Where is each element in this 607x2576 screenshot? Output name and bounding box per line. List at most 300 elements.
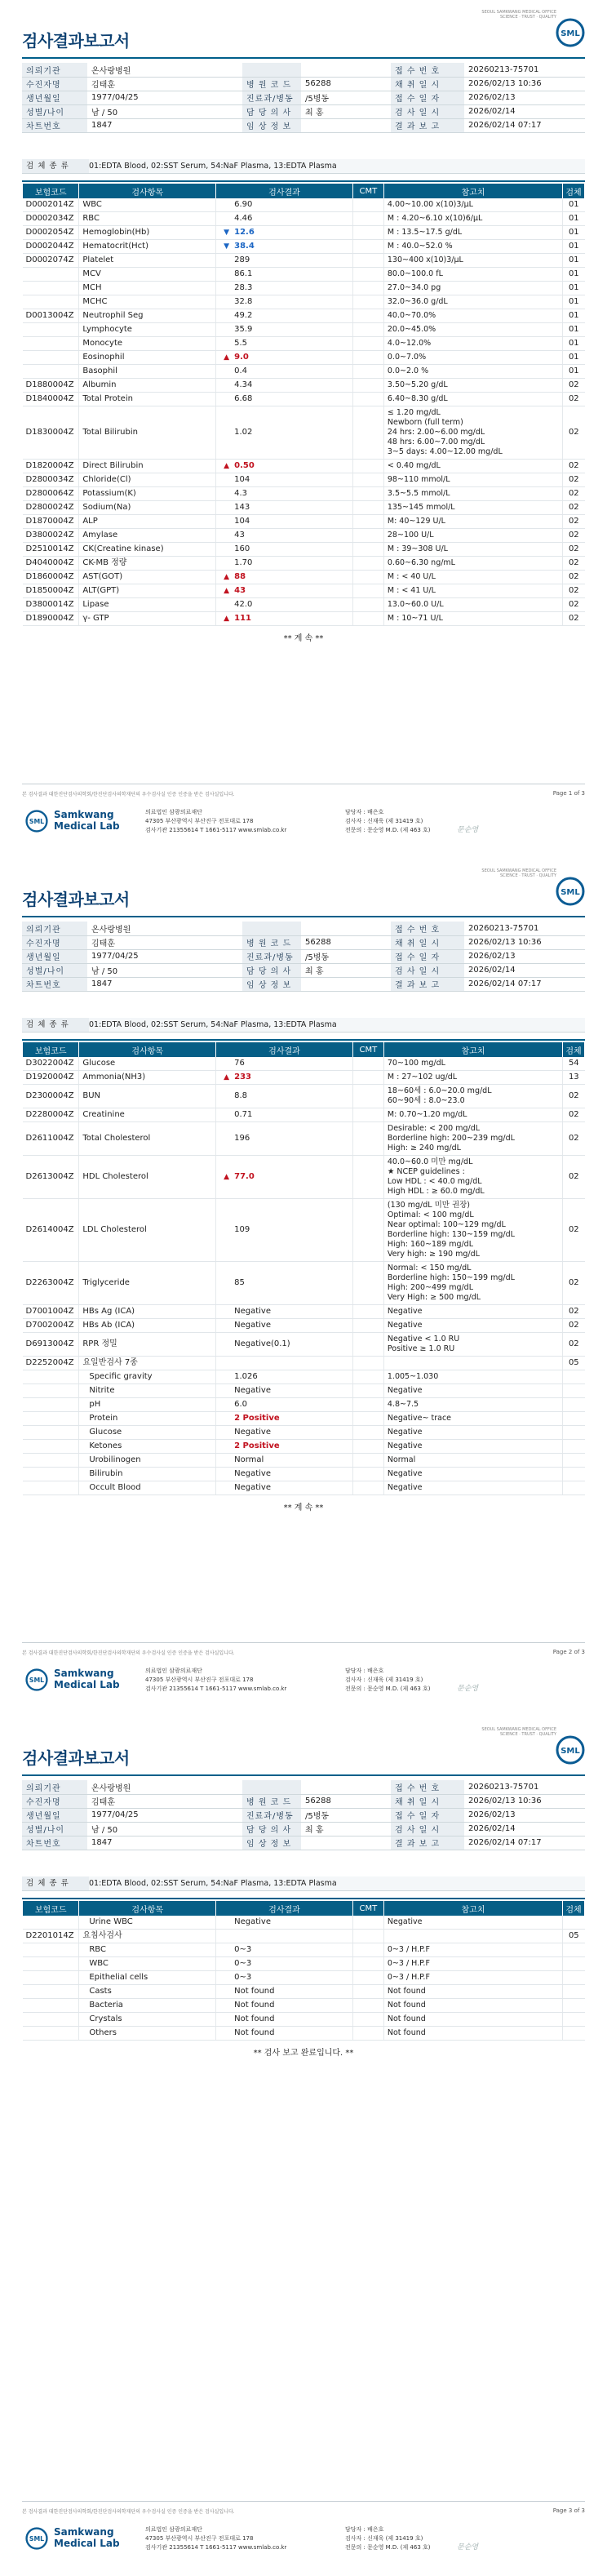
staff-line: 검사자 : 신재욱 (제 31419 호) [345,2535,423,2542]
result-row[interactable] [23,1262,585,1305]
result-row[interactable] [23,351,585,365]
insurance-code [23,1454,79,1468]
result-row[interactable] [23,1943,585,1957]
insurance-code [23,2027,79,2041]
test-result [216,1319,353,1333]
test-result [216,1262,353,1305]
info-label: 결 과 보 고 [391,977,464,991]
cmt [352,1384,383,1398]
result-value: 0.50 [234,461,255,470]
result-value: 196 [234,1134,250,1143]
info-row [22,1794,585,1808]
reference-range: 27.0~34.0 pg [383,282,562,295]
high-flag-icon: ▲ [224,587,230,595]
info-value: 20260213-75701 [464,1780,585,1794]
footer-note: 본 검사결과 대한진단검사의학회/한진단검사의학재단의 우수검사실 인증 인증을 받은 검사실입니다. [22,1650,235,1656]
result-row[interactable] [23,473,585,487]
test-result [216,487,353,501]
test-name: HBs Ab (ICA) [79,1319,216,1333]
result-row[interactable] [23,543,585,557]
reference-range: ≤ 1.20 mg/dL Newborn (full term) 24 hrs: 2.00~6.00 mg/dL 48 hrs: 6.00~7.00 mg/dL 3~5 days: 4.00~12.00 mg/dL [383,406,562,460]
test-result [216,1333,353,1357]
info-label: 담 당 의 사 [242,104,301,118]
specimen-code [563,1999,585,2013]
result-row[interactable] [23,584,585,598]
result-row[interactable] [23,1957,585,1971]
result-value: 43 [234,531,245,540]
cmt [352,1426,383,1440]
reference-range: 32.0~36.0 g/dL [383,295,562,309]
test-result [216,240,353,254]
test-name: Specific gravity [79,1370,216,1384]
section-rule [22,1898,585,1899]
specimen-code: 02 [563,1122,585,1156]
footer-brand [54,1668,120,1690]
cmt [352,240,383,254]
info-value [301,1836,391,1850]
test-name: 요일반검사 7종 [79,1357,216,1370]
result-row[interactable] [23,598,585,612]
test-name: Bilirubin [79,1468,216,1481]
result-row[interactable] [23,1412,585,1426]
info-value: 최 홍 [301,1822,391,1836]
reference-range: M : 39~308 U/L [383,543,562,557]
specimen-code: 01 [563,282,585,295]
reference-range: Negative [383,1384,562,1398]
result-row[interactable] [23,1305,585,1319]
test-result [216,1370,353,1384]
specimen-code: 01 [563,309,585,323]
test-result [216,473,353,487]
specimen-code: 02 [563,598,585,612]
specimen-code: 02 [563,379,585,393]
insurance-code: D2800024Z [23,501,79,515]
info-label: 담 당 의 사 [242,963,301,977]
info-row [22,1836,585,1850]
address-line: 47305 부산광역시 부산진구 전포대로 178 [145,1677,254,1683]
column-header: 참고치 [383,184,562,198]
result-value: 1.026 [234,1372,258,1381]
result-value: 86.1 [234,269,253,278]
result-row[interactable] [23,571,585,584]
result-value: 8.8 [234,1091,248,1100]
test-name: Ammonia(NH3) [79,1071,216,1085]
insurance-code: D1920004Z [23,1071,79,1085]
info-value: 온사랑병원 [87,63,242,77]
result-row[interactable] [23,1319,585,1333]
reference-range: M: 40~129 U/L [383,515,562,529]
result-row[interactable] [23,1971,585,1985]
test-name: Amylase [79,529,216,543]
test-name: BUN [79,1085,216,1108]
info-label: 검 사 일 시 [391,963,464,977]
header-tagline: SEOUL SAMKWANG MEDICAL OFFICE SCIENCE · TRUST · QUALITY [481,10,556,20]
result-row[interactable] [23,268,585,282]
test-result [216,254,353,268]
test-name: Total Bilirubin [79,406,216,460]
footer-note: 본 검사결과 대한진단검사의학회/한진단검사의학재단의 우수검사실 인증 인증을 받은 검사실입니다. [22,2509,235,2515]
insurance-code [23,1943,79,1957]
result-row[interactable] [23,393,585,406]
info-value: 2026/02/13 [464,1808,585,1822]
result-value: 4.3 [234,489,248,498]
cmt [352,1122,383,1156]
brand-name: Samkwang [54,1668,114,1679]
specimen-code [563,1398,585,1412]
result-value: 0.71 [234,1110,253,1119]
specimen-code [563,1985,585,1999]
result-row[interactable] [23,1384,585,1398]
column-header: 검체 [563,1042,585,1057]
info-label: 병 원 코 드 [242,935,301,949]
column-header: CMT [352,184,383,198]
specimen-code: 02 [563,473,585,487]
result-row[interactable] [23,1985,585,1999]
info-value: 2026/02/14 [464,104,585,118]
reference-range: 28~100 U/L [383,529,562,543]
test-result [216,379,353,393]
cmt [352,1916,383,1930]
info-label [242,63,301,77]
result-row[interactable] [23,212,585,226]
reference-range: 0~3 / H.P.F [383,1971,562,1985]
insurance-code: D1830004Z [23,406,79,460]
info-label: 진료과/병동 [242,91,301,104]
column-header: 보험코드 [23,184,79,198]
result-row[interactable] [23,501,585,515]
specimen-code: 02 [563,1108,585,1122]
result-row[interactable] [23,240,585,254]
test-result [216,543,353,557]
insurance-code: D7002004Z [23,1319,79,1333]
test-name: CK(Creatine kinase) [79,543,216,557]
test-result [216,2013,353,2027]
report-end-note: ** 계 속 ** [283,634,324,643]
info-label: 차트번호 [22,977,87,991]
specimen-code [563,1957,585,1971]
result-value: 6.68 [234,394,253,403]
reference-range: M : < 41 U/L [383,584,562,598]
reference-range: 4.8~7.5 [383,1398,562,1412]
info-value: 최 홍 [301,963,391,977]
reference-range: 3.5~5.5 mmol/L [383,487,562,501]
result-value: Negative [234,1917,271,1926]
test-name: CK-MB 정량 [79,557,216,571]
specimen-kind-value: 01:EDTA Blood, 02:SST Serum, 54:NaF Plasma, 13:EDTA Plasma [89,162,337,171]
reference-range: Negative~ trace [383,1412,562,1426]
specimen-kind-value: 01:EDTA Blood, 02:SST Serum, 54:NaF Plasma, 13:EDTA Plasma [89,1020,337,1029]
test-result [216,460,353,473]
footer-rule [22,1642,585,1643]
result-row[interactable] [23,1071,585,1085]
insurance-code: D2800034Z [23,473,79,487]
result-row[interactable] [23,1440,585,1454]
result-value: 143 [234,503,250,512]
test-result [216,309,353,323]
result-value: 9.0 [234,353,249,362]
specimen-code [563,1370,585,1384]
brand-subname: Medical Lab [54,2538,120,2549]
result-value: Negative [234,1428,271,1437]
info-label: 채 취 일 시 [391,1794,464,1808]
result-value: Negative(0.1) [234,1339,290,1348]
insurance-code: D1880004Z [23,379,79,393]
result-value: 4.34 [234,380,253,389]
test-name: ALP [79,515,216,529]
result-row[interactable] [23,612,585,626]
test-name: Eosinophil [79,351,216,365]
test-result [216,1916,353,1930]
info-value: 1977/04/25 [87,949,242,963]
info-label: 임 상 정 보 [242,1836,301,1850]
high-flag-icon: ▲ [224,615,230,623]
result-value: 6.90 [234,200,253,209]
result-value: 2 Positive [234,1441,280,1450]
reference-range [383,1357,562,1370]
result-value: 38.4 [234,242,255,251]
cmt [352,584,383,598]
info-label: 진료과/병동 [242,1808,301,1822]
high-flag-icon: ▲ [224,1073,230,1081]
result-value: 233 [234,1073,251,1081]
result-row[interactable] [23,515,585,529]
test-result [216,612,353,626]
result-row[interactable] [23,379,585,393]
result-row[interactable] [23,309,585,323]
result-row[interactable] [23,2027,585,2041]
specimen-code: 01 [563,226,585,240]
info-row [22,1808,585,1822]
result-row[interactable] [23,1199,585,1262]
info-label: 성별/나이 [22,963,87,977]
staff-line: 전문의 : 문순영 M.D. (제 463 호) [345,827,431,833]
insurance-code: D2300004Z [23,1085,79,1108]
specimen-code: 02 [563,1319,585,1333]
info-label: 접 수 번 호 [391,63,464,77]
info-row [22,977,585,991]
reference-range: M: 0.70~1.20 mg/dL [383,1108,562,1122]
reference-range: 0~3 / H.P.F [383,1943,562,1957]
result-row[interactable] [23,1057,585,1071]
cmt [352,1971,383,1985]
specimen-code: 02 [563,1199,585,1262]
result-row[interactable] [23,282,585,295]
test-name: Protein [79,1412,216,1426]
result-row[interactable] [23,254,585,268]
signature: 문순영 [457,1685,479,1693]
result-value: 76 [234,1059,245,1068]
info-value: /5병동 [301,949,391,963]
result-row[interactable] [23,1426,585,1440]
test-result [216,295,353,309]
address-line: 47305 부산광역시 부산진구 전포대로 178 [145,2535,254,2542]
test-name: HBs Ag (ICA) [79,1305,216,1319]
test-name: Sodium(Na) [79,501,216,515]
info-label: 병 원 코 드 [242,1794,301,1808]
result-row[interactable] [23,226,585,240]
result-row[interactable] [23,1333,585,1357]
cmt [352,1943,383,1957]
test-result [216,1108,353,1122]
section-rule [22,1039,585,1041]
reference-range: 6.40~8.30 g/dL [383,393,562,406]
insurance-code [23,1971,79,1985]
info-value: 2026/02/13 10:36 [464,77,585,91]
insurance-code: D1870004Z [23,515,79,529]
test-name: Direct Bilirubin [79,460,216,473]
cmt [352,337,383,351]
result-value: 85 [234,1278,245,1287]
reference-range: Negative < 1.0 RU Positive ≥ 1.0 RU [383,1333,562,1357]
result-row[interactable] [23,1370,585,1384]
result-row[interactable] [23,295,585,309]
brand-name: Samkwang [54,2526,114,2538]
column-header: 검사결과 [216,184,353,198]
insurance-code: D0013004Z [23,309,79,323]
reference-range: M : 10~71 U/L [383,612,562,626]
cmt [352,1108,383,1122]
result-row[interactable] [23,1916,585,1930]
reference-range: Normal [383,1454,562,1468]
result-row[interactable] [23,1085,585,1108]
test-result [216,406,353,460]
result-row[interactable] [23,1481,585,1495]
result-row[interactable] [23,406,585,460]
result-value: Normal [234,1455,264,1464]
test-name: Total Protein [79,393,216,406]
result-row[interactable] [23,1357,585,1370]
result-row[interactable] [23,529,585,543]
report-end-note: ** 검사 보고 완료입니다. ** [253,2049,354,2058]
info-label: 의뢰기관 [22,922,87,935]
insurance-code: D3022004Z [23,1057,79,1071]
specimen-code: 02 [563,557,585,571]
result-row[interactable] [23,1398,585,1412]
result-row[interactable] [23,1122,585,1156]
info-label: 진료과/병동 [242,949,301,963]
result-value: 289 [234,255,250,264]
cmt [352,2027,383,2041]
test-result [216,584,353,598]
insurance-code [23,1985,79,1999]
address-line: 47305 부산광역시 부산진구 전포대로 178 [145,818,254,824]
specimen-kind-label: 검 체 종 류 [22,1018,89,1033]
specimen-code: 02 [563,1262,585,1305]
result-row[interactable] [23,487,585,501]
test-name: Lymphocyte [79,323,216,337]
info-label: 의뢰기관 [22,1780,87,1794]
info-value: 56288 [301,1794,391,1808]
test-name: Platelet [79,254,216,268]
footer-logo [25,1668,48,1691]
reference-range: Negative [383,1481,562,1495]
insurance-code [23,1398,79,1412]
specimen-code: 01 [563,323,585,337]
insurance-code: D2800064Z [23,487,79,501]
cmt [352,351,383,365]
reference-range: Not found [383,2027,562,2041]
cmt [352,487,383,501]
info-row [22,1780,585,1794]
signature: 문순영 [457,826,479,834]
footer-staff [345,808,431,835]
test-result [216,1122,353,1156]
footer-staff [345,2525,431,2552]
test-name: Casts [79,1985,216,1999]
info-label: 담 당 의 사 [242,1822,301,1836]
result-row[interactable] [23,1930,585,1943]
result-row[interactable] [23,365,585,379]
test-name: ALT(GPT) [79,584,216,598]
insurance-code: D3800024Z [23,529,79,543]
brand-subname: Medical Lab [54,820,120,832]
result-row[interactable] [23,1454,585,1468]
result-row[interactable] [23,323,585,337]
info-row [22,963,585,977]
result-value: 6.0 [234,1400,248,1409]
cmt [352,1057,383,1071]
results-header-row [23,184,585,198]
insurance-code: D2614004Z [23,1199,79,1262]
column-header: 검사항목 [79,184,216,198]
result-row[interactable] [23,1156,585,1199]
footer-staff [345,1667,431,1694]
result-row[interactable] [23,337,585,351]
report-page [0,0,607,859]
result-row[interactable] [23,2013,585,2027]
report-end-note: ** 계 속 ** [283,1503,324,1512]
test-name: Hematocrit(Hct) [79,240,216,254]
reference-range: 0.60~6.30 ng/mL [383,557,562,571]
staff-line: 검사자 : 신재욱 (제 31419 호) [345,818,423,824]
result-row[interactable] [23,1999,585,2013]
insurance-code [23,282,79,295]
result-row[interactable] [23,198,585,212]
test-result [216,1943,353,1957]
specimen-code [563,1971,585,1985]
test-result [216,351,353,365]
cmt [352,529,383,543]
info-value: 2026/02/14 [464,963,585,977]
test-name: γ- GTP [79,612,216,626]
result-value: 111 [234,614,251,623]
test-name: Nitrite [79,1384,216,1398]
result-value: 77.0 [234,1172,255,1181]
cmt [352,460,383,473]
test-name: Others [79,2027,216,2041]
specimen-code [563,1426,585,1440]
specimen-code: 02 [563,543,585,557]
test-result [216,1454,353,1468]
cmt [352,1481,383,1495]
cmt [352,1412,383,1426]
results-header-row [23,1042,585,1057]
footer-note: 본 검사결과 대한진단검사의학회/한진단검사의학재단의 우수검사실 인증 인증을 받은 검사실입니다. [22,792,235,797]
result-row[interactable] [23,1468,585,1481]
info-label: 의뢰기관 [22,63,87,77]
address-line: 검사기관 21355614 T 1661-5117 www.smlab.co.kr [145,1686,287,1692]
result-row[interactable] [23,557,585,571]
cmt [352,1071,383,1085]
reference-range: Not found [383,1985,562,1999]
result-row[interactable] [23,1108,585,1122]
svg-text:SML: SML [29,818,45,826]
info-label: 수진자명 [22,77,87,91]
result-row[interactable] [23,460,585,473]
column-header: 참고치 [383,1042,562,1057]
specimen-code [563,1481,585,1495]
brand-logo [556,18,585,47]
